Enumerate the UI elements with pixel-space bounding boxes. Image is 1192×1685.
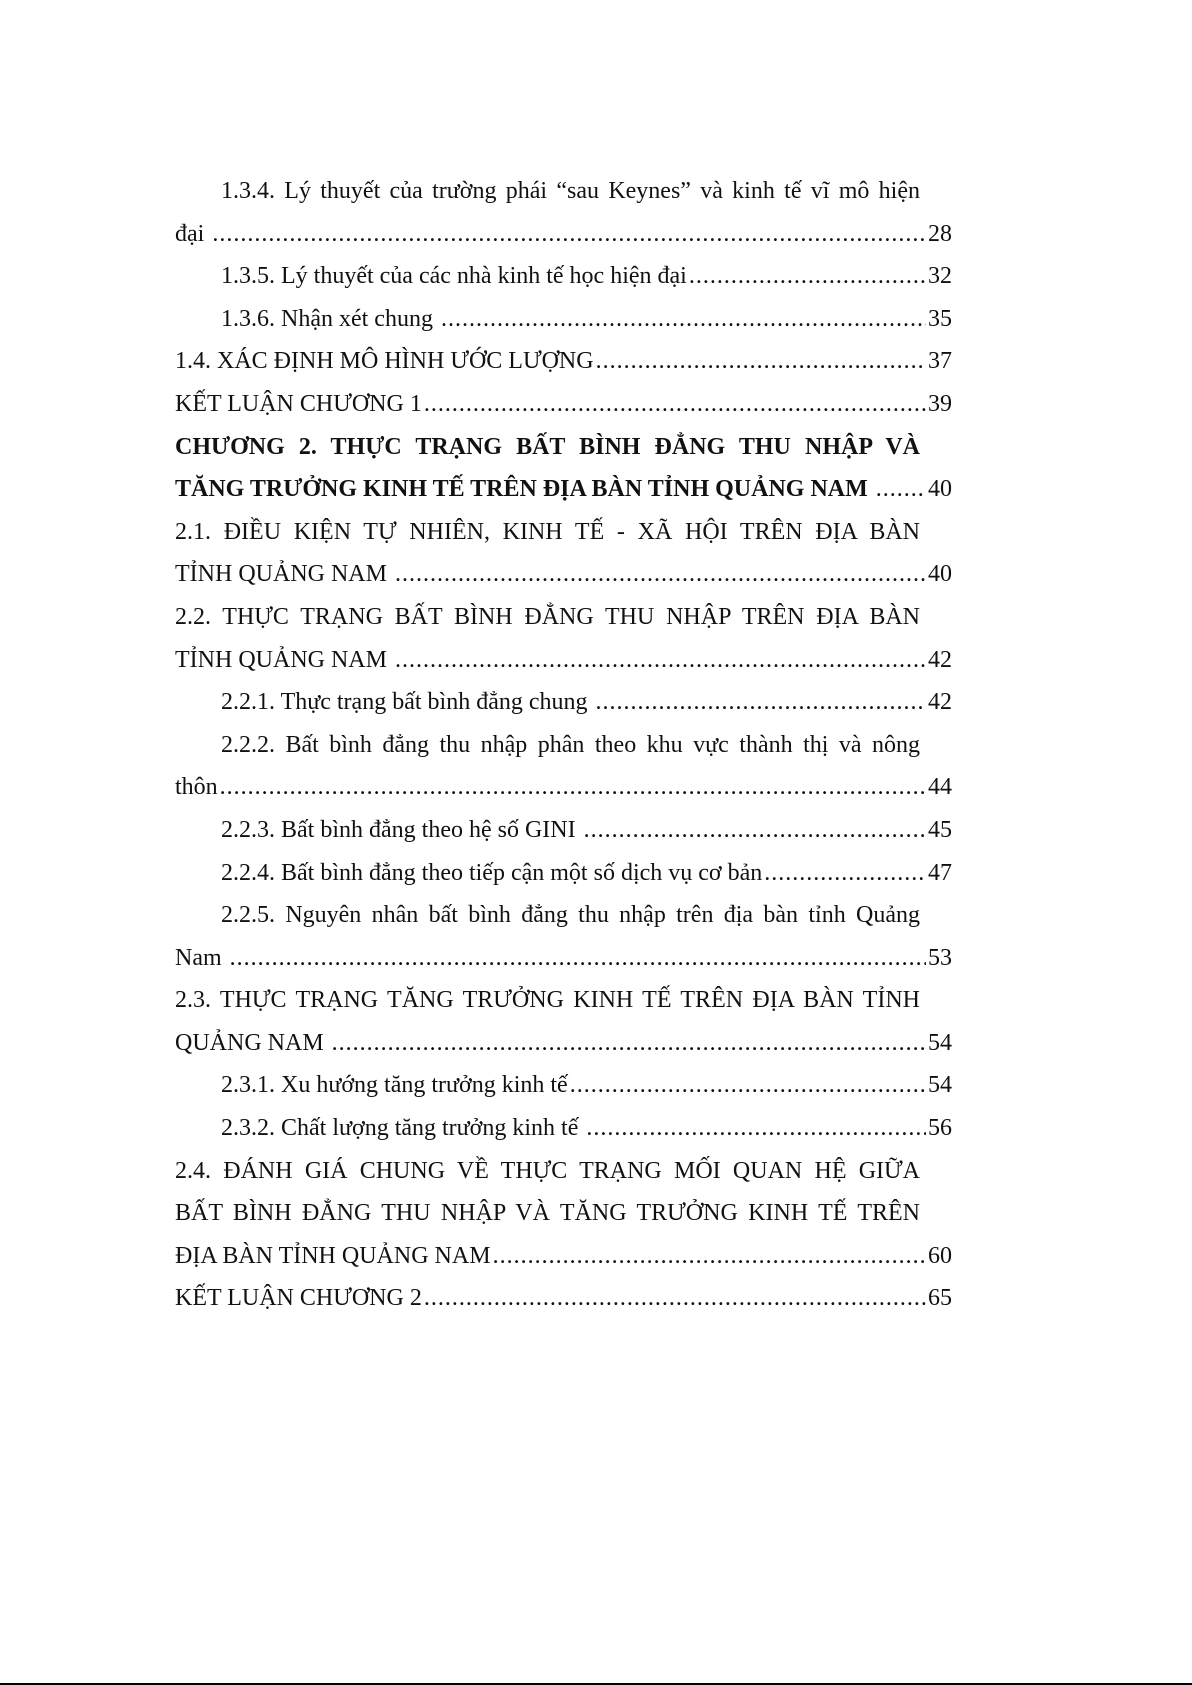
toc-page-number: 56 bbox=[928, 1115, 952, 1142]
toc-page-number: 45 bbox=[928, 816, 952, 843]
toc-page-number: 40 bbox=[928, 561, 952, 588]
toc-page-number: 32 bbox=[928, 263, 952, 290]
dot-leader bbox=[395, 639, 926, 682]
dot-leader bbox=[395, 553, 926, 596]
toc-entry-2-4-line2: BẤT BÌNH ĐẲNG THU NHẬP VÀ TĂNG TRƯỞNG KINH TẾ TRÊN bbox=[175, 1200, 920, 1227]
toc-page-number: 37 bbox=[928, 348, 952, 375]
toc-entry-text: 1.4. XÁC ĐỊNH MÔ HÌNH ƯỚC LƯỢNG bbox=[175, 348, 594, 375]
toc-entry-2-1-line1: 2.1. ĐIỀU KIỆN TỰ NHIÊN, KINH TẾ - XÃ HỘI TRÊN ĐỊA BÀN bbox=[175, 518, 920, 545]
toc-page-number: 39 bbox=[928, 390, 952, 417]
toc-page-number: 60 bbox=[928, 1242, 952, 1269]
toc-page-number: 65 bbox=[928, 1285, 952, 1312]
toc-entry-text: 2.3.2. Chất lượng tăng trưởng kinh tế bbox=[221, 1115, 585, 1142]
toc-entry-2-2-5-line1: 2.2.5. Nguyên nhân bất bình đẳng thu nhập trên địa bàn tỉnh Quảng bbox=[221, 902, 920, 929]
dot-leader bbox=[493, 1235, 926, 1278]
dot-leader bbox=[689, 255, 926, 298]
toc-entry-text: QUẢNG NAM bbox=[175, 1029, 330, 1056]
toc-entry-text: thôn bbox=[175, 774, 218, 801]
toc-page-number: 42 bbox=[928, 646, 952, 673]
toc-entry-2-2-1 bbox=[175, 681, 952, 724]
dot-leader bbox=[876, 468, 926, 511]
toc-entry-text: đại bbox=[175, 220, 211, 247]
toc-entry-text: 2.2.3. Bất bình đẳng theo hệ số GINI bbox=[221, 816, 582, 843]
toc-entry-chuong-2-line1: CHƯƠNG 2. THỰC TRẠNG BẤT BÌNH ĐẲNG THU NHẬP VÀ bbox=[175, 433, 920, 460]
toc-entry-2-3-line1: 2.3. THỰC TRẠNG TĂNG TRƯỞNG KINH TẾ TRÊN ĐỊA BÀN TỈNH bbox=[175, 987, 920, 1014]
toc-page-number: 47 bbox=[928, 859, 952, 886]
toc-entry-text: 1.3.5. Lý thuyết của các nhà kinh tế học hiện đại bbox=[221, 263, 687, 290]
toc-entry-text: KẾT LUẬN CHƯƠNG 1 bbox=[175, 390, 422, 417]
toc-entry-2-2-4 bbox=[175, 852, 952, 895]
toc-entry-2-3-2 bbox=[175, 1107, 952, 1150]
toc-entry-text: 2.2.4. Bất bình đẳng theo tiếp cận một số dịch vụ cơ bản bbox=[221, 859, 763, 886]
toc-entry-2-2-line2 bbox=[175, 639, 952, 682]
dot-leader bbox=[596, 681, 927, 724]
toc-entry-text: TỈNH QUẢNG NAM bbox=[175, 561, 393, 588]
dot-leader bbox=[424, 383, 926, 426]
toc-entry-2-3-line2 bbox=[175, 1022, 952, 1065]
toc-entry-2-4-line1: 2.4. ĐÁNH GIÁ CHUNG VỀ THỰC TRẠNG MỐI QUAN HỆ GIỮA bbox=[175, 1157, 920, 1184]
toc-entry-1-3-4-line1: 1.3.4. Lý thuyết của trường phái “sau Keynes” và kinh tế vĩ mô hiện bbox=[221, 178, 920, 204]
toc-page-number: 53 bbox=[928, 944, 952, 971]
toc-entry-1-4 bbox=[175, 340, 952, 383]
toc-entry-text: 2.2.1. Thực trạng bất bình đẳng chung bbox=[221, 689, 594, 716]
toc-entry-1-3-6 bbox=[175, 298, 952, 341]
toc-entry-1-3-5 bbox=[175, 255, 952, 298]
toc-entry-2-2-3 bbox=[175, 809, 952, 852]
toc-page-number: 40 bbox=[928, 476, 952, 503]
toc-page-number: 54 bbox=[928, 1072, 952, 1099]
toc-page-number: 44 bbox=[928, 774, 952, 801]
toc-page-number: 54 bbox=[928, 1029, 952, 1056]
toc-entry-2-2-2-line2 bbox=[175, 766, 952, 809]
toc-page-number: 28 bbox=[928, 220, 952, 247]
dot-leader bbox=[764, 852, 926, 895]
table-of-contents bbox=[175, 170, 952, 1320]
toc-entry-2-3-1 bbox=[175, 1064, 952, 1107]
toc-entry-2-2-5-line2 bbox=[175, 937, 952, 980]
toc-entry-chuong-2-line2 bbox=[175, 468, 952, 511]
toc-entry-text: KẾT LUẬN CHƯƠNG 2 bbox=[175, 1285, 422, 1312]
toc-entry-2-1-line2 bbox=[175, 553, 952, 596]
dot-leader bbox=[332, 1022, 926, 1065]
toc-entry-text: TĂNG TRƯỞNG KINH TẾ TRÊN ĐỊA BÀN TỈNH QUẢNG NAM bbox=[175, 476, 874, 503]
toc-entry-text: 1.3.6. Nhận xét chung bbox=[221, 305, 439, 332]
toc-entry-text: Nam bbox=[175, 944, 228, 971]
toc-page-number: 35 bbox=[928, 305, 952, 332]
toc-page-number: 42 bbox=[928, 689, 952, 716]
dot-leader bbox=[441, 298, 926, 341]
toc-entry-2-4-line3 bbox=[175, 1235, 952, 1278]
toc-entry-2-2-line1: 2.2. THỰC TRẠNG BẤT BÌNH ĐẲNG THU NHẬP TRÊN ĐỊA BÀN bbox=[175, 603, 920, 630]
toc-entry-text: TỈNH QUẢNG NAM bbox=[175, 646, 393, 673]
dot-leader bbox=[570, 1064, 926, 1107]
dot-leader bbox=[220, 766, 926, 809]
toc-entry-text: ĐỊA BÀN TỈNH QUẢNG NAM bbox=[175, 1242, 491, 1269]
dot-leader bbox=[596, 340, 926, 383]
toc-entry-2-2-2-line1: 2.2.2. Bất bình đẳng thu nhập phân theo khu vực thành thị và nông bbox=[221, 731, 920, 758]
toc-entry-text: 2.3.1. Xu hướng tăng trưởng kinh tế bbox=[221, 1072, 568, 1099]
dot-leader bbox=[424, 1277, 926, 1320]
dot-leader bbox=[584, 809, 926, 852]
dot-leader bbox=[586, 1107, 926, 1150]
toc-entry-ket-luan-chuong-1 bbox=[175, 383, 952, 426]
dot-leader bbox=[230, 937, 926, 980]
toc-entry-ket-luan-chuong-2 bbox=[175, 1277, 952, 1320]
toc-entry-1-3-4-line2 bbox=[175, 213, 952, 256]
dot-leader bbox=[212, 213, 926, 256]
